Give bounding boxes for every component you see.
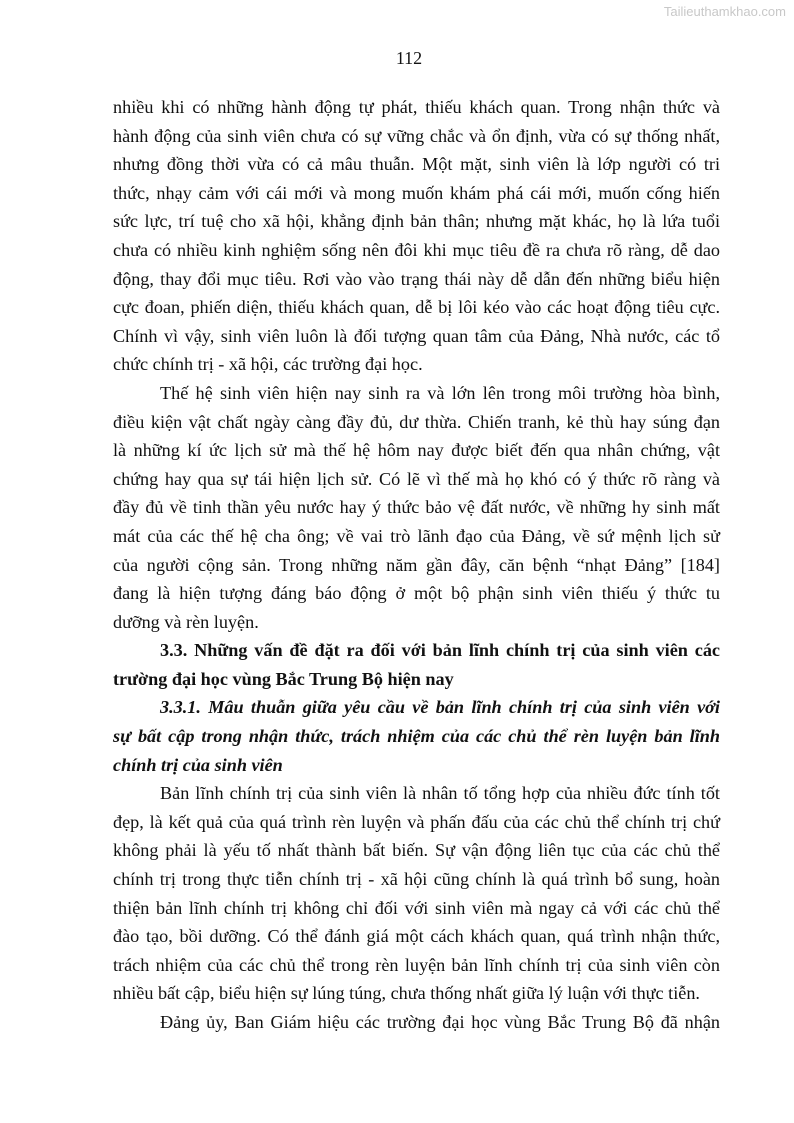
document-body [113, 93, 720, 1037]
text-line: nhiều bất cập, biểu hiện sự lúng túng, chưa thống nhất giữa lý luận với thực tiễn. [113, 983, 700, 1004]
subsection-heading-3-3-1 [113, 693, 720, 779]
text-line: thiện bản lĩnh chính trị không chỉ đối với sinh viên mà ngay cả với các chủ thể [113, 897, 720, 918]
page-number: 112 [395, 48, 423, 68]
text-line: đầy đủ về tinh thần yêu nước hay ý thức bảo vệ đất nước, về những hy sinh mất [113, 497, 720, 518]
text-line: là những kí ức lịch sử mà thế hệ hôm nay được biết đến qua nhân chứng, vật [113, 440, 720, 461]
subheading-line: chính trị của sinh viên [113, 754, 283, 775]
text-line: thức, nhạy cảm với cái mới và mong muốn khám phá cái mới, muốn cống hiến [113, 182, 720, 203]
text-line: cực đoan, phiến diện, thiếu khách quan, dễ bị lôi kéo vào các hoạt động tiêu cực. [113, 297, 720, 318]
text-line: điều kiện vật chất ngày càng đầy đủ, dư thừa. Chiến tranh, kẻ thù hay súng đạn [113, 411, 720, 432]
text-line: động, thay đổi mục tiêu. Rơi vào vào trạng thái này dễ dẫn đến những biểu hiện [113, 268, 720, 289]
text-line: đào tạo, bồi dưỡng. Có thể đánh giá một cách khách quan, quá trình nhận thức, [113, 926, 720, 947]
text-line: chính trị trong thực tiễn chính trị - xã hội cũng chính là quá trình bổ sung, hoàn [113, 869, 720, 890]
text-line: nhưng đồng thời vừa có cả mâu thuẫn. Một mặt, sinh viên là lớp người có tri [113, 154, 720, 175]
text-line: Đảng ủy, Ban Giám hiệu các trường đại học vùng Bắc Trung Bộ đã nhận [160, 1012, 720, 1032]
text-line: mát của các thế hệ cha ông; về vai trò lãnh đạo của Đảng, về sứ mệnh lịch sử [113, 525, 720, 546]
text-line: của người cộng sản. Trong những năm gần đây, căn bệnh “nhạt Đảng” [184] [113, 554, 720, 575]
paragraph-political-bravery [113, 779, 720, 1008]
heading-line: trường đại học vùng Bắc Trung Bộ hiện nay [113, 668, 454, 689]
text-line: chức chính trị - xã hội, các trường đại học. [113, 354, 423, 375]
paragraph-continuation [113, 93, 720, 379]
paragraph-generation [113, 379, 720, 636]
subheading-line: 3.3.1. Mâu thuẫn giữa yêu cầu về bản lĩnh chính trị của sinh viên với [160, 697, 720, 718]
text-line: Bản lĩnh chính trị của sinh viên là nhân tố tổng hợp của nhiều đức tính tốt [160, 783, 720, 804]
text-line: không phải là yếu tố nhất thành bất biến. Sự vận động liên tục của các chủ thể [113, 840, 720, 861]
text-line: Thế hệ sinh viên hiện nay sinh ra và lớn lên trong môi trường hòa bình, [160, 382, 720, 403]
text-line: chứng hay qua sự tái hiện lịch sử. Có lẽ vì thế mà họ khó có ý thức rõ ràng và [113, 468, 720, 489]
section-heading-3-3 [113, 636, 720, 693]
text-line: đang là hiện tượng đáng báo động ở một bộ phận sinh viên thiếu ý thức tu [113, 583, 720, 604]
watermark: Tailieuthamkhao.com [663, 4, 786, 19]
text-line: hành động của sinh viên chưa có sự vững chắc và ổn định, vừa có sự thống nhất, [113, 125, 720, 146]
text-line: sức lực, trí tuệ cho xã hội, khẳng định bản thân; nhưng mặt khác, họ là lứa tuổi [113, 211, 720, 232]
text-line: trách nhiệm của các chủ thể trong rèn luyện bản lĩnh chính trị của sinh viên còn [113, 954, 720, 975]
subheading-line: sự bất cập trong nhận thức, trách nhiệm của các chủ thể rèn luyện bản lĩnh [113, 726, 720, 747]
text-line: Chính vì vậy, sinh viên luôn là đối tượng quan tâm của Đảng, Nhà nước, các tổ [113, 325, 720, 346]
text-line: chưa có nhiều kinh nghiệm sống nên đôi khi mục tiêu đề ra chưa rõ ràng, dễ dao [113, 239, 720, 260]
text-line: đẹp, là kết quả của quá trình rèn luyện và phấn đấu của các chủ thể chính trị chứ [113, 811, 720, 832]
paragraph-party-committee [113, 1008, 720, 1037]
text-line: nhiều khi có những hành động tự phát, thiếu khách quan. Trong nhận thức và [113, 97, 720, 117]
heading-line: 3.3. Những vấn đề đặt ra đối với bản lĩnh chính trị của sinh viên các [160, 640, 720, 661]
text-line: dưỡng và rèn luyện. [113, 611, 259, 632]
